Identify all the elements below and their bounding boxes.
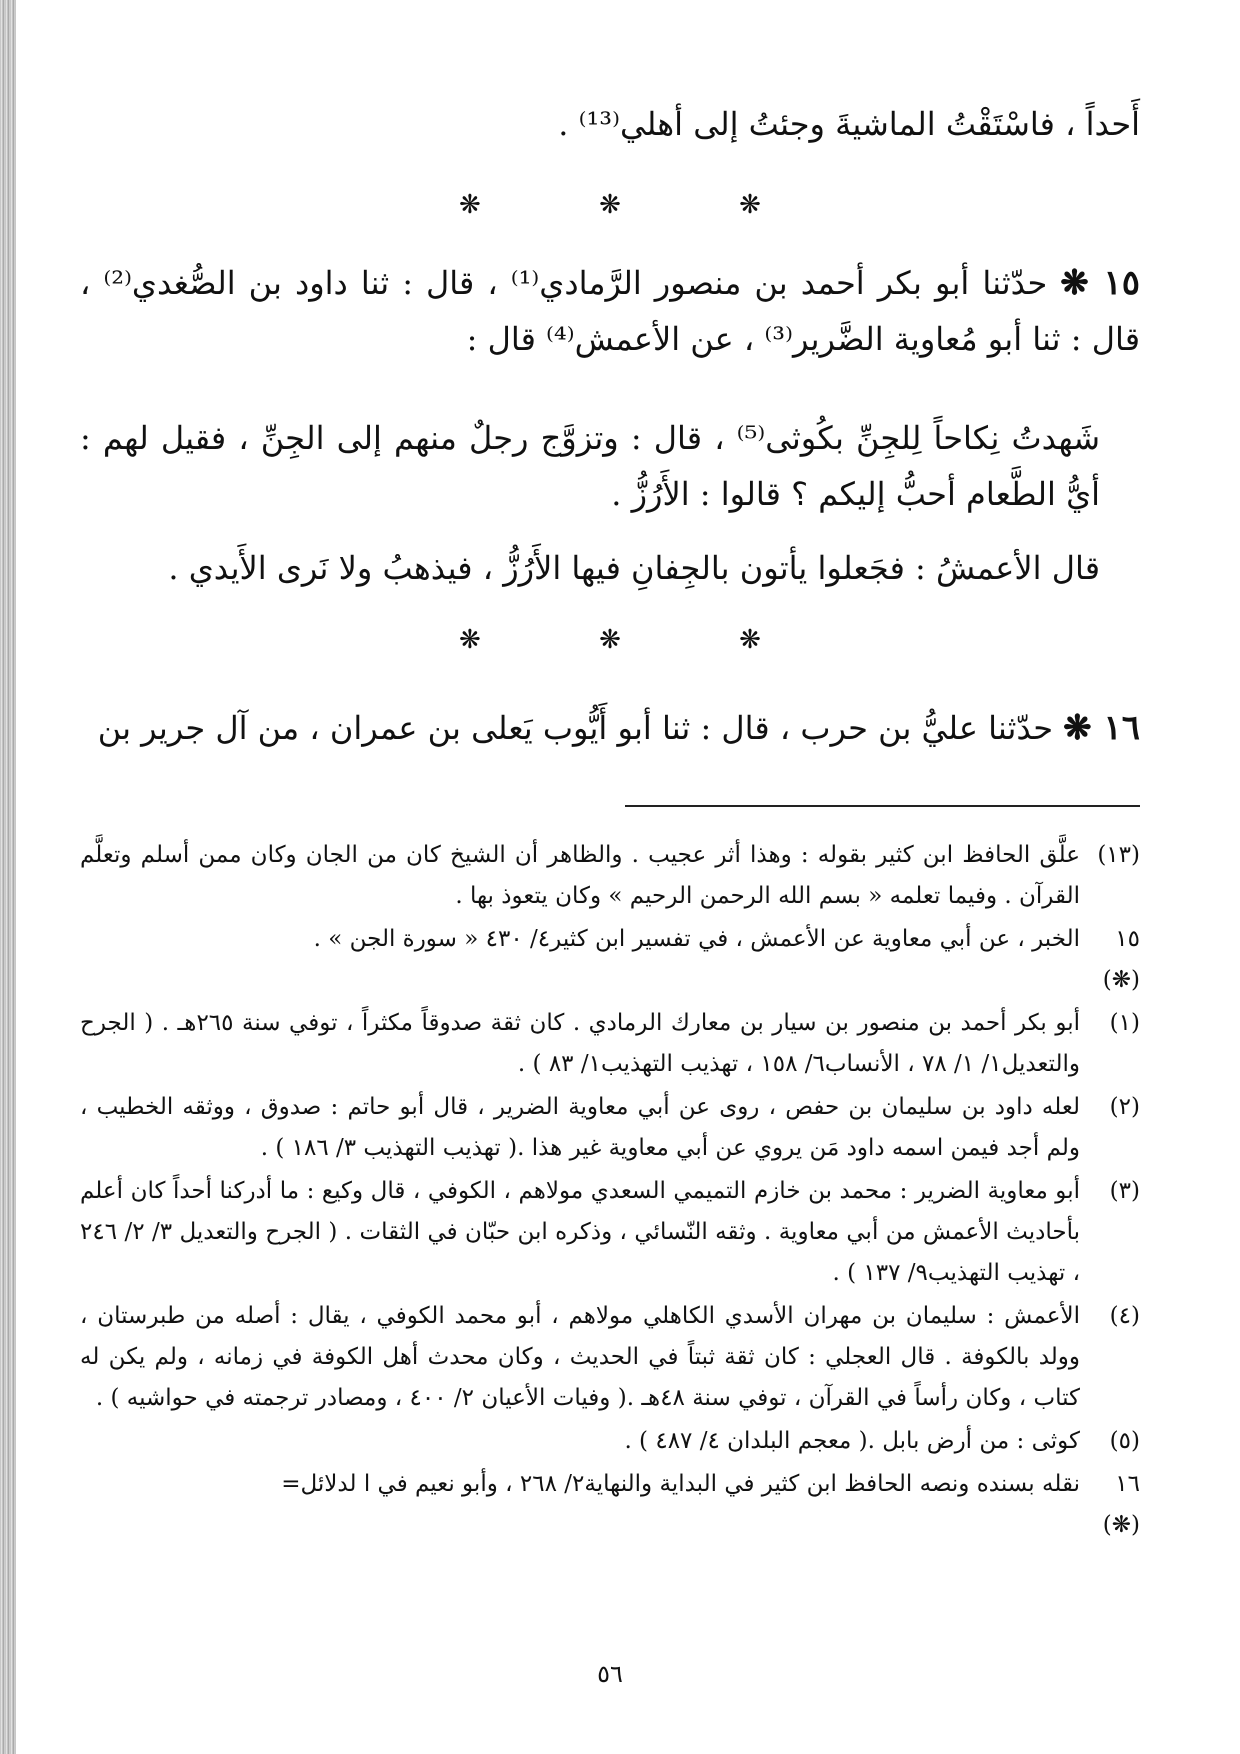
footnote-text: أبو بكر أحمد بن منصور بن سيار بن معارك الرمادي . كان ثقة صدوقاً مكثراً ، توفي سنة ٢٦٥هـ . ( الجرح والتعديل١/ ١/ ٧٨ ، الأنساب٦/ ١٥٨ ، تهذيب التهذيب١/ ٨٣ ) . (80, 1010, 1080, 1077)
star-ornament-icon: ❋ (459, 625, 481, 655)
footnotes (80, 835, 1140, 1548)
footnote-marker: (٤) (1109, 1303, 1140, 1329)
footnote-text: الخبر ، عن أبي معاوية عن الأعمش ، في تفسير ابن كثير٤/ ٤٣٠ « سورة الجن » . (313, 926, 1080, 952)
continuation-line: أَحداً ، فاسْتَقْتُ الماشيةَ وجئتُ إلى أهلي⁽¹³⁾ . (558, 105, 1140, 143)
footnote-marker: ١٥ (❋) (1102, 926, 1140, 993)
footnote (80, 919, 1140, 1001)
star-ornament-icon: ❋ (599, 625, 621, 655)
footnote-marker: (١) (1109, 1010, 1140, 1036)
star-ornament-icon: ❋ (739, 190, 761, 220)
footnote-text: لعله داود بن سليمان بن حفص ، روى عن أبي معاوية الضرير ، قال أبو حاتم : صدوق ، ووثقه الخطيب ، ولم أجد فيمن اسمه داود مَن يروي عن أبي معاوية غير هذا .( تهذيب التهذيب ٣/ ١٨٦ ) . (80, 1094, 1080, 1161)
footnote-text: علَّق الحافظ ابن كثير بقوله : وهذا أثر عجيب . والظاهر أن الشيخ كان من الجان وكان ممن أسلم وتعلَّم القرآن . وفيما تعلمه « بسم الله الرحمن الرحيم » وكان يتعوذ بها . (80, 842, 1080, 909)
section-separator (80, 625, 1140, 655)
footnote (80, 1464, 1140, 1546)
hadith-15-body: شَهدتُ نِكاحاً لِلجِنِّ بكُوثى⁽⁵⁾ ، قال : وتزوَّج رجلٌ منهم إلى الجِنِّ ، فقيل لهم : أيُّ الطَّعام أحبُّ إليكم ؟ قالوا : الأَرُزُّ . (80, 419, 1101, 513)
footnote (80, 1003, 1140, 1085)
footnote-text: كوثى : من أرض بابل .( معجم البلدان ٤/ ٤٨٧ ) . (624, 1428, 1080, 1454)
book-page (80, 0, 1140, 1754)
footnote (80, 1087, 1140, 1169)
footnote-marker: (٢) (1109, 1094, 1140, 1120)
footnote-marker: (٥) (1109, 1428, 1140, 1454)
star-ornament-icon: ❋ (739, 625, 761, 655)
footnote-text: أبو معاوية الضرير : محمد بن خازم التميمي السعدي مولاهم ، الكوفي ، قال وكيع : ما أدركنا أحداً كان أعلم بأحاديث الأعمش من أبي معاوية . وثقه النّسائي ، وذكره ابن حبّان في الثقات . ( الجرح والتعديل ٣/ ٢/ ٢٤٦ ، تهذيب التهذيب٩/ ١٣٧ ) . (80, 1178, 1081, 1286)
footnote-marker: (٣) (1109, 1178, 1140, 1204)
footnote-text: نقله بسنده ونصه الحافظ ابن كثير في البداية والنهاية٢/ ٢٦٨ ، وأبو نعيم في ا لدلائل= (281, 1471, 1080, 1497)
footnote-marker: ١٦ (❋) (1102, 1471, 1140, 1538)
star-ornament-icon: ❋ (599, 190, 621, 220)
hadith-15-isnad (80, 255, 1140, 367)
hadith-15-comment: قال الأعمشُ : فجَعلوا يأتون بالجِفانِ فيها الأَرُزُّ ، فيذهبُ ولا نَرى الأَيدي . (168, 549, 1100, 587)
footnote-marker: (١٣) (1097, 842, 1140, 868)
hadith-text: حدّثنا عليُّ بن حرب ، قال : ثنا أبو أَيُّوب يَعلى بن عمران ، من آل جرير بن (97, 709, 1053, 747)
book-spine-edge (0, 0, 16, 1754)
footnote (80, 1171, 1140, 1294)
footnote-text: الأعمش : سليمان بن مهران الأسدي الكاهلي مولاهم ، أبو محمد الكوفي ، يقال : أصله من طبرستان ، وولد بالكوفة . قال العجلي : كان ثقة ثبتاً في الحديث ، وكان محدث أهل الكوفة في زمانه ، ولم يكن له كتاب ، وكان رأساً في القرآن ، توفي سنة ٤٨هـ .( وفيات الأعيان ٢/ ٤٠٠ ، ومصادر ترجمته في حواشيه ) . (80, 1303, 1080, 1411)
footnote (80, 835, 1140, 917)
footnote-divider (625, 805, 1140, 807)
hadith-number: ١٥ ❋ (1060, 263, 1141, 303)
hadith-16-isnad (80, 700, 1140, 756)
star-ornament-icon: ❋ (459, 190, 481, 220)
footnote (80, 1296, 1140, 1419)
hadith-text: حدّثنا أبو بكر أحمد بن منصور الرَّمادي⁽¹⁾ ، قال : ثنا داود بن الصُّغدي⁽²⁾ ، قال : ثنا أبو مُعاوية الضَّرير⁽³⁾ ، عن الأعمش⁽⁴⁾ قال : (80, 264, 1140, 358)
footnote (80, 1421, 1140, 1462)
hadith-number: ١٦ ❋ (1063, 708, 1140, 748)
section-separator (80, 190, 1140, 220)
page-number: ٥٦ (597, 1660, 623, 1688)
